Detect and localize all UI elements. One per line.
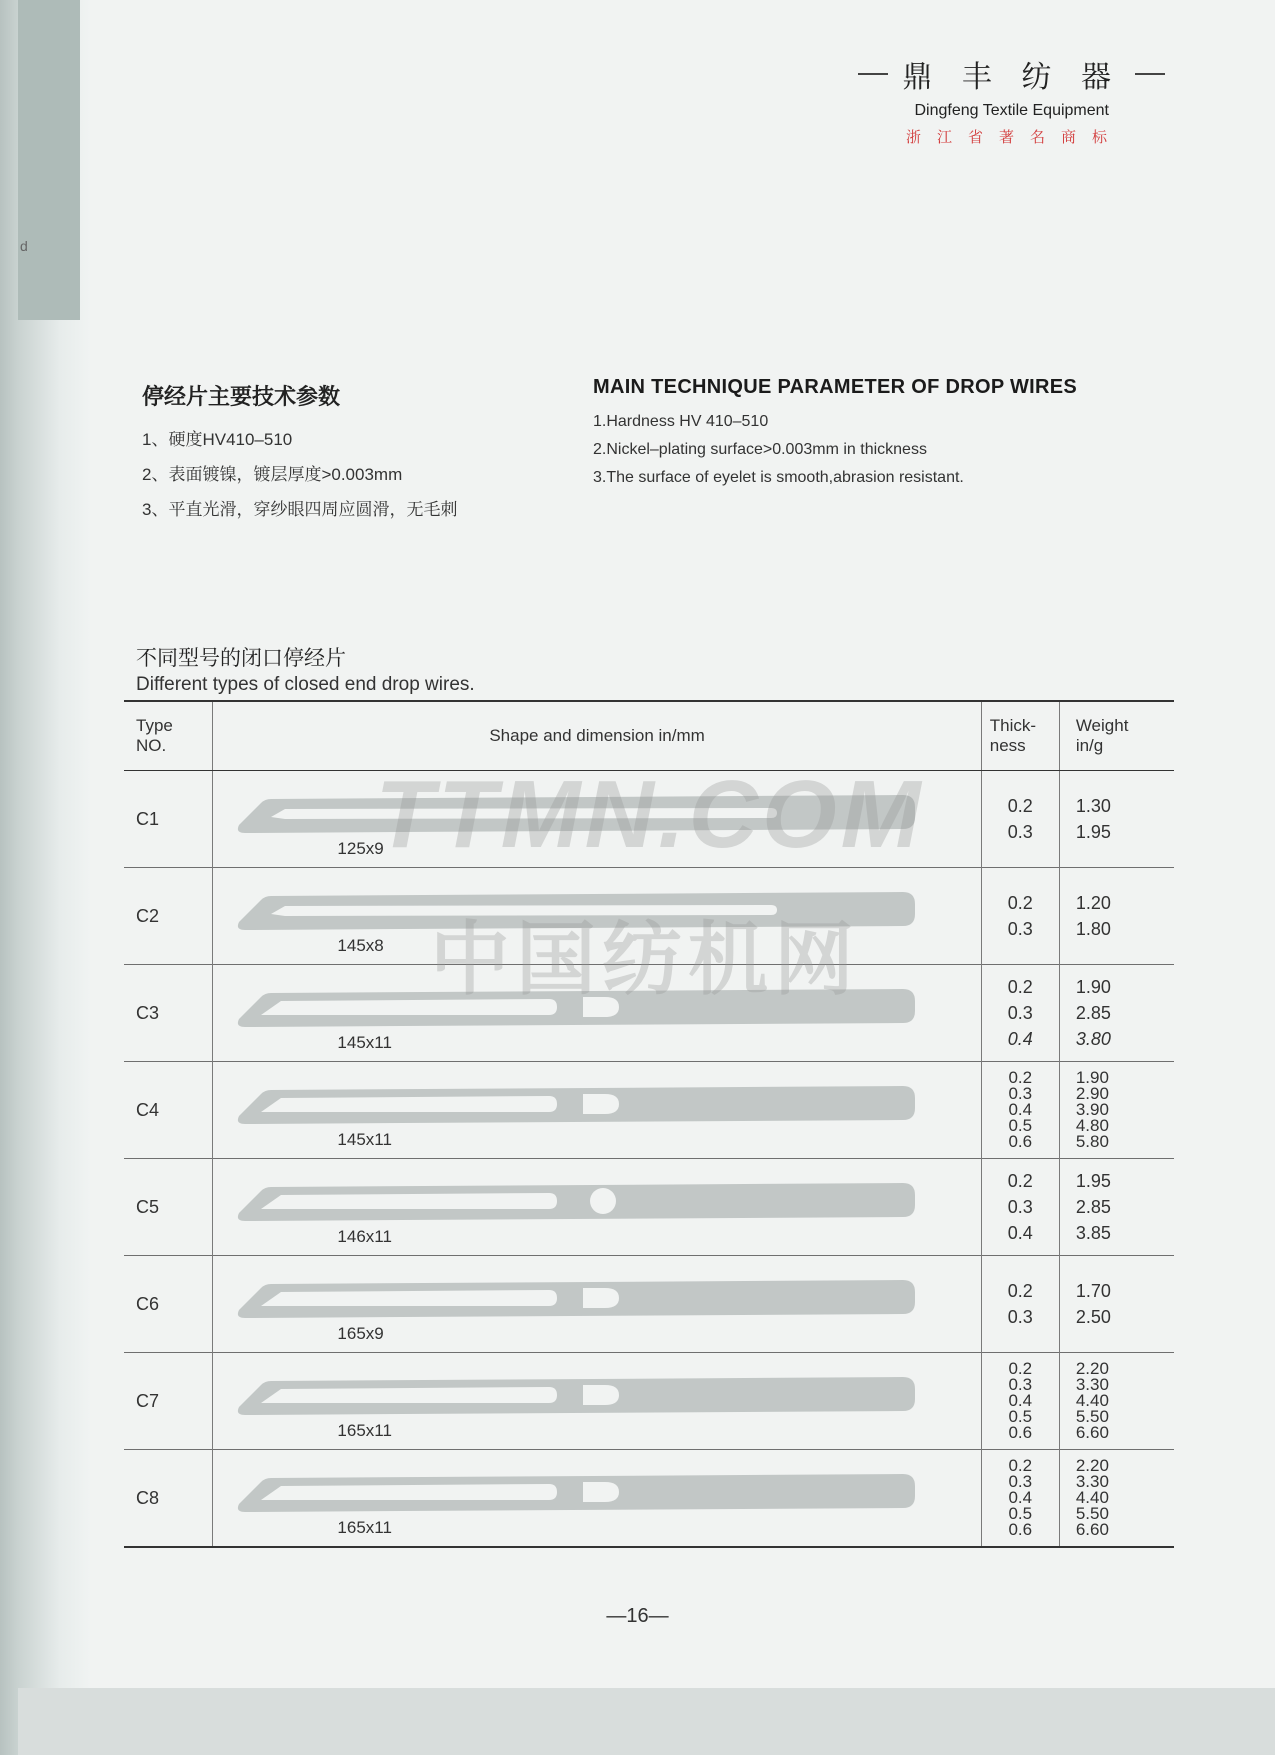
cell-weight (1059, 1353, 1174, 1450)
type-label: C4 (136, 1099, 160, 1120)
eyelet-slot (261, 1290, 557, 1306)
drop-wire-shape (231, 878, 921, 938)
cell-type (124, 1450, 213, 1548)
thickness-value: 0.6 (1008, 1132, 1033, 1151)
cell-shape (213, 1062, 981, 1159)
cell-shape (213, 868, 981, 965)
page-number: —16— (606, 1605, 669, 1627)
warp-hole (583, 1094, 619, 1114)
cell-shape (213, 1159, 981, 1256)
cell-shape (213, 771, 981, 868)
params-en (593, 376, 1173, 497)
thickness-values (982, 1168, 1059, 1246)
cell-weight (1059, 1159, 1174, 1256)
cell-thickness (981, 1450, 1059, 1548)
thickness-values (982, 974, 1059, 1052)
drop-wire-shape (231, 1460, 921, 1520)
weight-value: 2.20 (1075, 1359, 1109, 1378)
params-en-title: MAIN TECHNIQUE PARAMETER OF DROP WIRES (593, 376, 1078, 398)
thickness-value: 0.2 (1007, 796, 1033, 816)
drop-wire-shape (231, 1363, 921, 1423)
weight-values (1076, 793, 1174, 845)
cell-thickness (981, 1256, 1059, 1353)
thickness-value: 0.5 (1008, 1504, 1033, 1523)
thickness-value: 0.3 (1007, 1307, 1033, 1327)
thickness-values (982, 1070, 1059, 1150)
drop-wire-shape (231, 781, 921, 841)
brand-name-en: Dingfeng Textile Equipment (914, 102, 1109, 119)
weight-value: 2.85 (1075, 1197, 1111, 1217)
thickness-value: 0.3 (1007, 1197, 1033, 1217)
type-label: C8 (136, 1487, 160, 1508)
section-title (136, 642, 475, 696)
cell-weight (1059, 868, 1174, 965)
eyelet-slot (261, 1193, 557, 1209)
eyelet-slot (271, 808, 777, 819)
cell-thickness (981, 1159, 1059, 1256)
weight-value: 2.50 (1075, 1307, 1111, 1327)
thickness-values (982, 1458, 1059, 1538)
cell-type (124, 1256, 213, 1353)
thickness-value: 0.2 (1008, 1359, 1033, 1378)
table-row (124, 1256, 1174, 1353)
eyelet-slot (261, 1387, 557, 1403)
weight-values (1076, 974, 1174, 1052)
weight-value: 1.20 (1075, 893, 1111, 913)
weight-value: 5.80 (1075, 1132, 1109, 1151)
weight-value: 1.90 (1075, 977, 1111, 997)
params-cn-title: 停经片主要技术参数 (142, 384, 341, 409)
weight-value: 1.30 (1075, 796, 1111, 816)
cell-shape (213, 1256, 981, 1353)
table-row (124, 1159, 1174, 1256)
table-body (124, 771, 1174, 1548)
weight-value: 3.30 (1075, 1472, 1109, 1491)
cell-weight (1059, 965, 1174, 1062)
gutter-mark: d (20, 238, 28, 254)
weight-values (1076, 1278, 1174, 1330)
dimension-label: 165x9 (337, 1324, 384, 1343)
cell-shape (213, 1450, 981, 1548)
dimension-label: 145x11 (337, 1033, 392, 1052)
thickness-value: 0.3 (1007, 822, 1033, 842)
dimension-label: 146x11 (337, 1227, 392, 1246)
params-cn-item: 2、表面镀镍，镀层厚度>0.003mm (142, 465, 403, 484)
table-row (124, 1062, 1174, 1159)
cell-thickness (981, 965, 1059, 1062)
cell-thickness (981, 771, 1059, 868)
cell-type (124, 1062, 213, 1159)
drop-wire-shape (231, 1169, 921, 1229)
weight-value: 5.50 (1075, 1407, 1109, 1426)
weight-values (1076, 1458, 1174, 1538)
params-en-item: 2.Nickel–plating surface>0.003mm in thickness (593, 441, 927, 458)
weight-value: 3.85 (1075, 1223, 1111, 1243)
table-header-row (124, 701, 1174, 771)
weight-value: 1.95 (1075, 1171, 1111, 1191)
thickness-value: 0.2 (1007, 1281, 1033, 1301)
weight-value: 1.70 (1075, 1281, 1111, 1301)
section-title-cn: 不同型号的闭口停经片 (136, 647, 346, 670)
cell-shape (213, 965, 981, 1062)
type-label: C3 (136, 1002, 160, 1023)
params-en-item: 3.The surface of eyelet is smooth,abrasion resistant. (593, 469, 964, 486)
type-label: C7 (136, 1390, 160, 1411)
thickness-values (982, 793, 1059, 845)
thickness-value: 0.4 (1007, 1223, 1033, 1243)
header-weight-line1: Weight (1075, 716, 1129, 735)
dimension-label: 125x9 (337, 839, 384, 858)
thickness-value: 0.4 (1008, 1100, 1033, 1119)
type-label: C2 (136, 905, 160, 926)
warp-hole (590, 1188, 616, 1214)
brand-rule-right (1135, 73, 1165, 75)
weight-value: 6.60 (1075, 1423, 1109, 1442)
warp-hole (583, 997, 619, 1017)
weight-value: 1.95 (1075, 822, 1111, 842)
weight-value: 3.90 (1075, 1100, 1109, 1119)
watermark-url: TTMN.COM (375, 761, 925, 868)
cell-thickness (981, 868, 1059, 965)
brand-rule-left (858, 73, 888, 75)
params-cn-item: 1、硬度HV410–510 (142, 430, 293, 449)
shape-wrapper (213, 1256, 980, 1352)
params-cn-item: 3、平直光滑，穿纱眼四周应圆滑，无毛刺 (142, 500, 458, 519)
thickness-value: 0.2 (1008, 1456, 1033, 1475)
drop-wire-shape (231, 975, 921, 1035)
thickness-value: 0.3 (1007, 1003, 1033, 1023)
shape-wrapper (213, 1450, 980, 1546)
weight-value: 3.30 (1075, 1375, 1109, 1394)
drop-wire-table (124, 700, 1174, 1548)
shape-wrapper (213, 1159, 980, 1255)
weight-values (1076, 1361, 1174, 1441)
drop-wire-shape (231, 1266, 921, 1326)
weight-value: 1.90 (1075, 1068, 1109, 1087)
thickness-value: 0.6 (1008, 1423, 1033, 1442)
header-weight-line2: in/g (1075, 736, 1104, 755)
weight-value: 2.90 (1075, 1084, 1109, 1103)
thickness-value: 0.3 (1007, 919, 1033, 939)
table-row (124, 868, 1174, 965)
eyelet-slot (261, 1484, 557, 1500)
weight-values (1076, 890, 1174, 942)
header-shape: Shape and dimension in/mm (213, 701, 981, 771)
thickness-value: 0.5 (1008, 1116, 1033, 1135)
params-cn (142, 380, 612, 530)
thickness-value: 0.3 (1008, 1375, 1033, 1394)
thickness-value: 0.3 (1008, 1084, 1033, 1103)
cell-thickness (981, 1062, 1059, 1159)
shape-wrapper (213, 1062, 980, 1158)
thickness-value: 0.2 (1007, 977, 1033, 997)
thickness-value: 0.3 (1008, 1472, 1033, 1491)
cell-type (124, 1159, 213, 1256)
warp-hole (583, 1482, 619, 1502)
watermark-cn: 中国纺机网 (430, 915, 860, 1004)
params-en-item: 1.Hardness HV 410–510 (593, 413, 769, 430)
header-type-line2: NO. (136, 736, 167, 755)
thickness-value: 0.2 (1007, 893, 1033, 913)
header-thickness (981, 701, 1059, 771)
eyelet-slot (271, 905, 777, 916)
weight-values (1076, 1070, 1174, 1150)
dimension-label: 165x11 (337, 1518, 392, 1537)
header-type (124, 701, 213, 771)
thickness-value: 0.4 (1007, 1029, 1033, 1049)
shape-wrapper (213, 1353, 980, 1449)
shape-wrapper (213, 868, 980, 964)
cell-weight (1059, 1062, 1174, 1159)
thickness-value: 0.2 (1007, 1171, 1033, 1191)
weight-value: 2.20 (1075, 1456, 1109, 1475)
thickness-value: 0.5 (1008, 1407, 1033, 1426)
cell-thickness (981, 1353, 1059, 1450)
table-row (124, 1353, 1174, 1450)
shape-wrapper (213, 771, 980, 867)
weight-value: 4.40 (1075, 1391, 1109, 1410)
cell-shape (213, 1353, 981, 1450)
weight-value: 2.85 (1075, 1003, 1111, 1023)
weight-value: 1.80 (1075, 919, 1111, 939)
brand-name-cn (785, 52, 1165, 96)
thickness-value: 0.4 (1008, 1391, 1033, 1410)
brand-trademark: 浙江省著名商标 (905, 129, 1123, 146)
type-label: C5 (136, 1196, 160, 1217)
header-weight (1059, 701, 1174, 771)
eyelet-slot (261, 1096, 557, 1112)
drop-wire-shape (231, 1072, 921, 1132)
table-row (124, 1450, 1174, 1548)
type-label: C1 (136, 808, 160, 829)
header-thickness-line1: Thick- (989, 716, 1037, 735)
warp-hole (583, 1288, 619, 1308)
header-type-line1: Type (136, 716, 173, 735)
weight-value: 6.60 (1075, 1520, 1109, 1539)
shape-wrapper (213, 965, 980, 1061)
brand-name-cn-text: 鼎 丰 纺 器 (902, 60, 1121, 95)
cell-weight (1059, 1256, 1174, 1353)
type-label: C6 (136, 1293, 160, 1314)
warp-hole (583, 1385, 619, 1405)
thickness-values (982, 1278, 1059, 1330)
thickness-value: 0.6 (1008, 1520, 1033, 1539)
weight-values (1076, 1168, 1174, 1246)
cell-weight (1059, 1450, 1174, 1548)
weight-value: 5.50 (1075, 1504, 1109, 1523)
brand-header (785, 52, 1165, 147)
cell-type (124, 868, 213, 965)
weight-value: 3.80 (1075, 1029, 1111, 1049)
thickness-values (982, 890, 1059, 942)
dimension-label: 165x11 (337, 1421, 392, 1440)
header-thickness-line2: ness (989, 736, 1026, 755)
cell-type (124, 771, 213, 868)
cell-weight (1059, 771, 1174, 868)
thickness-value: 0.4 (1008, 1488, 1033, 1507)
dimension-label: 145x8 (337, 936, 384, 955)
thickness-values (982, 1361, 1059, 1441)
section-title-en: Different types of closed end drop wires. (136, 674, 475, 695)
thickness-value: 0.2 (1008, 1068, 1033, 1087)
cell-type (124, 1353, 213, 1450)
dimension-label: 145x11 (337, 1130, 392, 1149)
table-row (124, 965, 1174, 1062)
weight-value: 4.80 (1075, 1116, 1109, 1135)
cell-type (124, 965, 213, 1062)
eyelet-slot (261, 999, 557, 1015)
weight-value: 4.40 (1075, 1488, 1109, 1507)
table-row (124, 771, 1174, 868)
